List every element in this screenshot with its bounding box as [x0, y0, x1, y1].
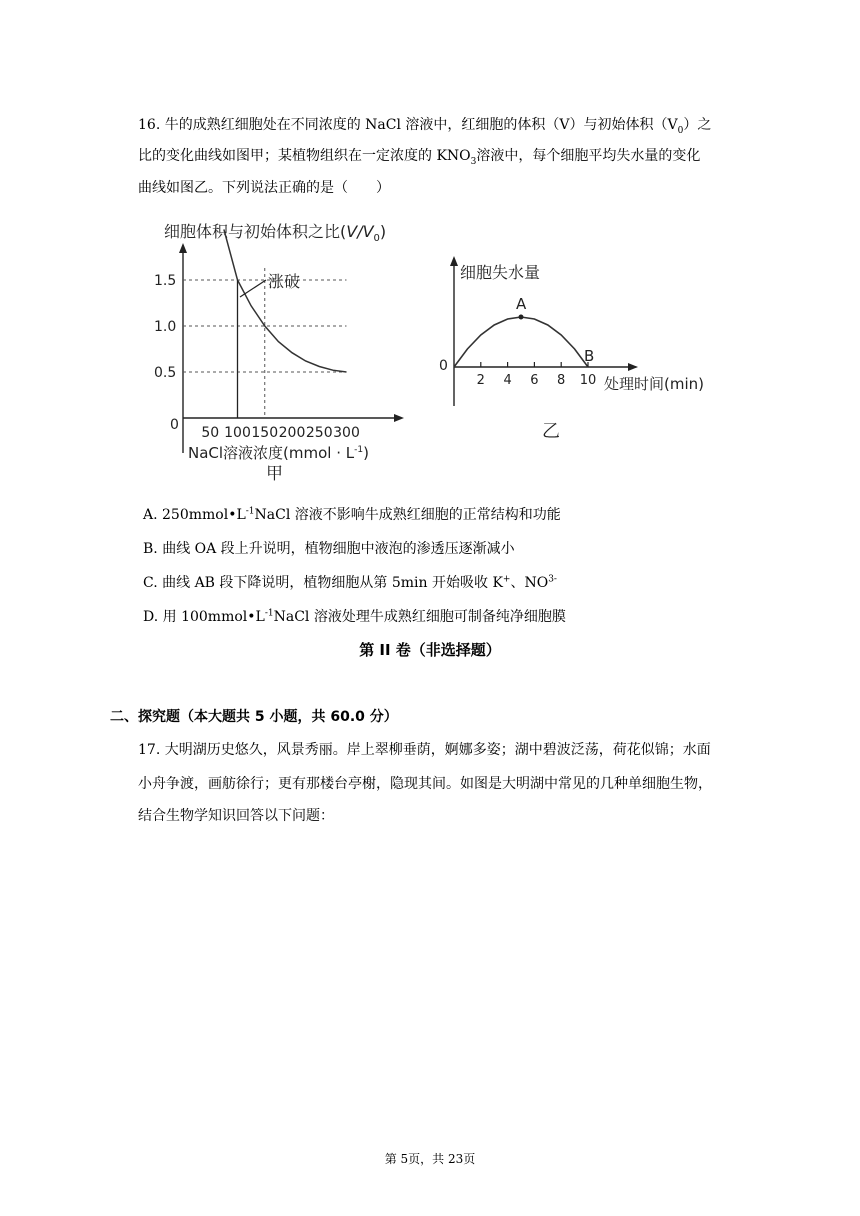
option-d [143, 607, 566, 627]
figure-b-x-tick-label: 4 [503, 373, 512, 388]
q16-line-2-text-a: 比的变化曲线如图甲；某植物组织在一定浓度的 KNO [138, 148, 471, 164]
figure-a-caption: 甲 [266, 464, 283, 484]
volume-title: 第 II 卷（非选择题） [359, 641, 501, 659]
figure-a-rupture-pointer [240, 280, 266, 297]
figure-a-y-tick-label: 1.5 [154, 273, 177, 289]
figure-a-x-tick-label: 50 [201, 425, 220, 441]
figure-a-origin: 0 [170, 417, 179, 433]
figure-a-grid [183, 268, 347, 418]
figure-b-curve [454, 317, 588, 367]
q17-line-2: 小舟争渡，画舫徐行；更有那楼台亭榭，隐现其间。如图是大明湖中常见的几种单细胞生物， [138, 776, 712, 792]
figure-a-title: 细胞体积与初始体积之比$(V/V_0)$ [164, 222, 387, 244]
figure-a-x-tick-label: 200 [278, 425, 306, 441]
figure-a-chart [154, 215, 420, 490]
figure-b-caption: 乙 [542, 421, 560, 442]
option-d-text-2: NaCl 溶液处理牛成熟红细胞可制备纯净细胞膜 [273, 609, 566, 625]
figure-b-x-tick-label: 6 [530, 373, 539, 388]
figure-b-y-arrow [450, 256, 458, 266]
figure-a-rupture-label: 涨破 [268, 272, 301, 291]
option-c [143, 573, 557, 593]
q17-line-3: 结合生物学知识回答以下问题： [138, 808, 334, 824]
q16-line-1-end: ）之 [683, 117, 712, 133]
figure-b-x-ticks [477, 362, 597, 388]
figure-b-point-a-label: A [516, 295, 527, 313]
option-a-letter: A. [143, 507, 158, 523]
figure-a-y-ticks [154, 273, 176, 381]
figure-a-x-tick-label: 250 [305, 425, 333, 441]
option-d-sup: -1 [264, 608, 274, 619]
q16-line-1-text: 16. 牛的成熟红细胞处在不同浓度的 NaCl 溶液中，红细胞的体积（V）与初始体积（V [138, 117, 678, 133]
q16-line-2-text-b: 溶液中，每个细胞平均失水量的变化 [476, 148, 701, 164]
option-a-text-1: 250mmol•L [157, 507, 246, 523]
option-b-text: B. 曲线 OA 段上升说明，植物细胞中液泡的渗透压逐渐减小 [143, 541, 515, 557]
figure-b-x-tick-label: 2 [476, 373, 485, 388]
figure-b-x-tick-label: 8 [557, 373, 566, 388]
option-a [143, 505, 561, 525]
option-b [143, 539, 515, 559]
figure-b-point-a [519, 315, 524, 320]
figure-b-point-b-label: B [584, 347, 595, 365]
option-c-sup-2: 3- [548, 574, 557, 585]
option-d-text-1: D. 用 100mmol•L [143, 609, 265, 625]
figure-b-chart [430, 250, 730, 450]
q17-line-1: 17. 大明湖历史悠久，风景秀丽。岸上翠柳垂荫，婀娜多姿；湖中碧波泛荡，荷花似锦；水面 [138, 742, 711, 758]
option-c-text: C. 曲线 AB 段下降说明，植物细胞从第 5min 开始吸收 K [143, 575, 503, 591]
q16-line-1 [138, 115, 711, 135]
figure-b-origin: 0 [439, 358, 448, 374]
option-a-sup: -1 [245, 506, 255, 517]
q16-line-3 [138, 178, 390, 198]
page-footer: 第 5页，共 23页 [384, 1152, 476, 1166]
figure-a-x-label: NaCl溶液浓度(mmol · $L^{-1}$) [188, 444, 369, 462]
figure-a-x-tick-label: 150 [251, 425, 279, 441]
q16-line-3-text: 曲线如图乙。下列说法正确的是（ ） [138, 180, 390, 196]
section-heading: 二、探究题（本大题共 5 小题，共 60.0 分） [110, 709, 398, 725]
figure-a-x-tick-label: 100 [224, 425, 251, 441]
figure-a-y-arrow [179, 243, 187, 253]
figure-a-x-arrow [394, 414, 404, 422]
figure-a-y-tick-label: 0.5 [154, 365, 177, 381]
figure-b-y-label: 细胞失水量 [460, 263, 541, 282]
figure-a-y-tick-label: 1.0 [154, 319, 177, 335]
figure-a-x-ticks [201, 425, 360, 441]
figure-a-curve [224, 229, 347, 372]
figure-b-x-label: 处理时间(min) [604, 375, 704, 393]
q16-v0-subscript: 0 [677, 125, 684, 136]
figure-a-x-tick-label: 300 [333, 425, 360, 441]
q16-line-2 [138, 146, 700, 166]
figure-b-x-arrow [628, 363, 638, 371]
option-c-mid: 、NO [510, 575, 549, 591]
q16-kno3-subscript: 3 [470, 156, 477, 167]
option-c-sup-1: + [502, 574, 511, 585]
figure-b-x-tick-label: 10 [579, 373, 597, 388]
option-a-text-2: NaCl 溶液不影响牛成熟红细胞的正常结构和功能 [254, 507, 561, 523]
